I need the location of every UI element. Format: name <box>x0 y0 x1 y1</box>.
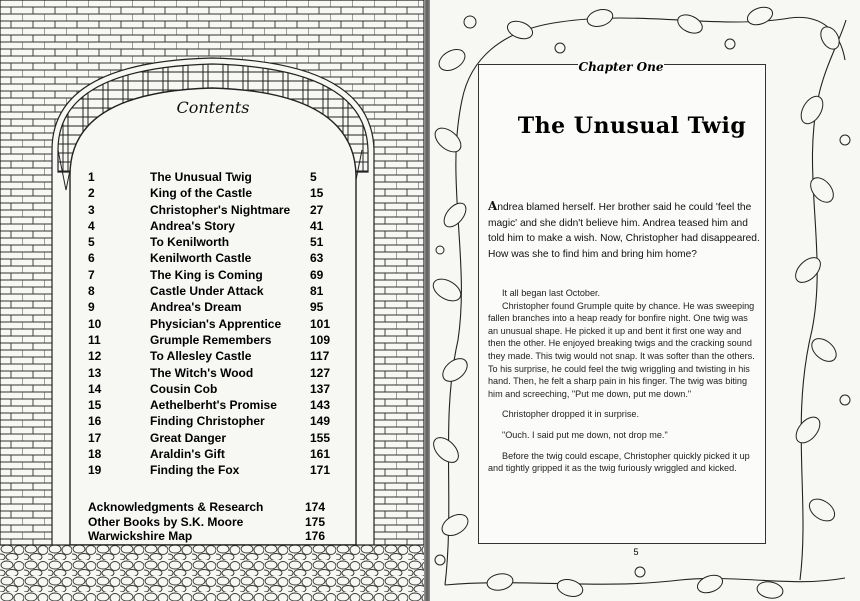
toc-page-number: 161 <box>310 447 331 462</box>
toc-page-number: 5 <box>310 170 317 184</box>
toc-page-number: 137 <box>310 381 331 396</box>
back-matter-page-number: 175 <box>305 514 326 529</box>
toc-page-number: 117 <box>310 349 330 364</box>
chapter-intro <box>488 199 760 262</box>
toc-chapter-number: 17 <box>88 430 102 445</box>
toc-chapter-title: Araldin's Gift <box>150 447 225 462</box>
toc-chapter-title: Andrea's Dream <box>150 300 242 315</box>
toc-page-number: 143 <box>310 398 331 413</box>
toc-chapter-title: Grumple Remembers <box>150 332 272 347</box>
toc-chapter-title: The Unusual Twig <box>150 170 252 184</box>
toc-chapter-title: Kenilworth Castle <box>150 251 252 266</box>
toc-chapter-number: 2 <box>88 186 95 201</box>
paragraph: Christopher dropped it in surprise. <box>502 409 639 420</box>
paragraph: Christopher found Grumple quite by chance. He was sweeping fallen branches into a heap ready for bonfire night. One twig was an unusual shape. He picked it up and bent it first one way and then the other. He enjoyed breaking twigs and the cracking sound they made. This twig would not snap. It was softer than the others. To his surprise, he could feel the twig wriggling and twisting in his hand. Then, he felt a sharp pain in his finger. The twig was biting him and screeching, "Put me down, put me down." <box>488 300 755 399</box>
paragraph: It all began last October. <box>502 288 601 298</box>
back-matter-title: Warwickshire Map <box>88 529 193 543</box>
toc-chapter-title: To Allesley Castle <box>150 349 252 364</box>
toc-page-number: 69 <box>310 267 324 282</box>
toc-page-number: 27 <box>310 202 324 217</box>
toc-chapter-number: 8 <box>88 284 95 299</box>
toc-chapter-title: Physician's Apprentice <box>150 316 282 331</box>
toc-chapter-number: 9 <box>88 300 95 315</box>
toc-chapter-number: 13 <box>88 365 102 380</box>
contents-title: Contents <box>176 98 250 117</box>
toc-page-number: 109 <box>310 332 331 347</box>
toc-page-number: 101 <box>310 316 331 331</box>
toc-chapter-title: The Witch's Wood <box>150 365 254 380</box>
toc-page-number: 171 <box>310 463 331 478</box>
toc-page-number: 149 <box>310 414 331 429</box>
chapter-body <box>488 287 760 475</box>
page-number: 5 <box>626 547 646 557</box>
toc-chapter-title: King of the Castle <box>150 186 253 201</box>
toc-chapter-title: Finding Christopher <box>150 414 265 429</box>
toc-chapter-number: 11 <box>88 332 101 347</box>
back-matter-title: Other Books by S.K. Moore <box>88 514 244 529</box>
intro-text: ndrea blamed herself. Her brother said he could 'feel the magic' and she didn't believe him. Andrea teased him and told him to make a wish. Now, Christopher had disappeared. How was she to find him and bring him home? <box>488 202 760 260</box>
toc-page-number: 51 <box>310 235 324 250</box>
toc-chapter-number: 12 <box>88 349 102 364</box>
paragraph: "Ouch. I said put me down, not drop me." <box>502 429 668 440</box>
back-matter-page-number: 176 <box>305 529 326 543</box>
toc-page-number: 15 <box>310 186 324 201</box>
toc-chapter-number: 18 <box>88 447 102 462</box>
toc-chapter-number: 14 <box>88 381 102 396</box>
toc-page-number: 127 <box>310 365 331 380</box>
toc-chapter-title: Andrea's Story <box>150 218 235 233</box>
drop-cap: A <box>488 199 498 213</box>
toc-chapter-number: 4 <box>88 218 95 233</box>
toc-chapter-title: Aethelberht's Promise <box>150 398 277 413</box>
toc-page-number: 95 <box>310 300 324 315</box>
toc-chapter-title: Castle Under Attack <box>150 284 264 299</box>
toc-chapter-title: To Kenilworth <box>150 235 230 250</box>
back-matter-title: Acknowledgments & Research <box>88 500 264 514</box>
toc-page-number: 41 <box>310 218 324 233</box>
chapter-title: The Unusual Twig <box>517 113 747 139</box>
toc-chapter-title: Christopher's Nightmare <box>150 202 291 217</box>
toc-chapter-number: 10 <box>88 316 102 331</box>
toc-chapter-number: 1 <box>88 170 95 184</box>
toc-chapter-title: The King is Coming <box>150 267 263 282</box>
toc-chapter-number: 5 <box>88 235 95 250</box>
toc-page-number: 63 <box>310 251 324 266</box>
chapter-label: Chapter One <box>578 60 664 74</box>
toc-chapter-number: 15 <box>88 398 102 413</box>
toc-chapter-title: Cousin Cob <box>150 381 218 396</box>
toc-page-number: 81 <box>310 284 324 299</box>
toc-chapter-number: 16 <box>88 414 102 429</box>
toc-chapter-title: Finding the Fox <box>150 463 240 478</box>
toc-chapter-number: 7 <box>88 267 95 282</box>
toc-chapter-title: Great Danger <box>150 430 227 445</box>
toc-page-number: 155 <box>310 430 331 445</box>
toc-chapter-number: 6 <box>88 251 95 266</box>
toc-chapter-number: 3 <box>88 202 95 217</box>
back-matter-page-number: 174 <box>305 500 326 514</box>
toc-chapter-number: 19 <box>88 463 102 478</box>
paragraph: Before the twig could escape, Christopher quickly picked it up and tightly gripped it as the twig furiously wriggled and kicked. <box>488 450 750 474</box>
